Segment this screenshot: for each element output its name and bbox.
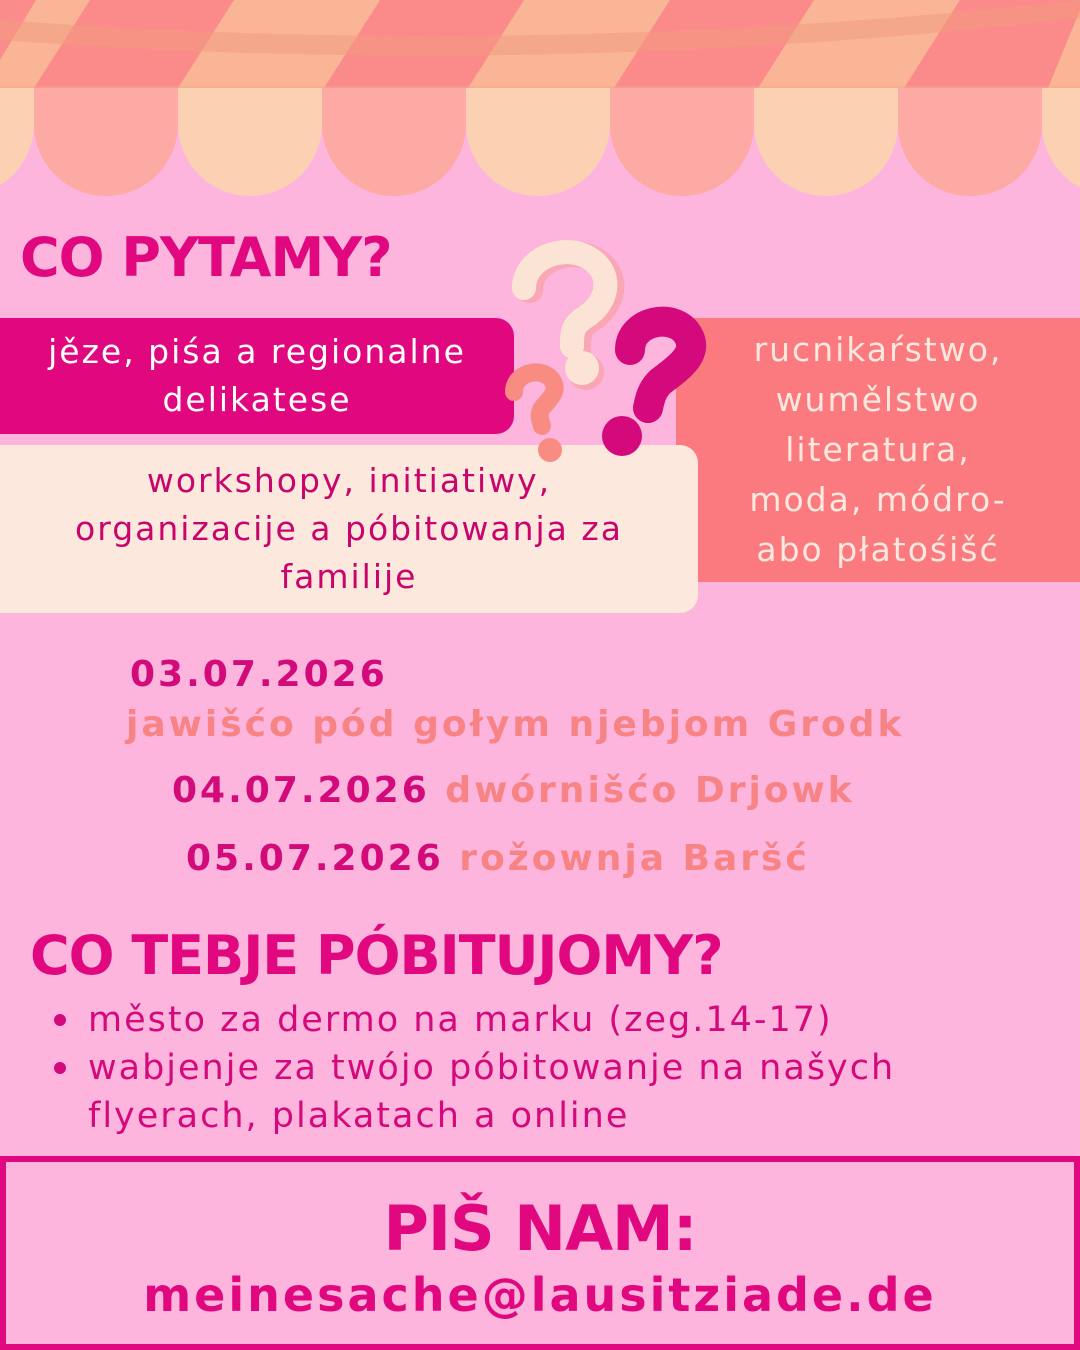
category-crafts bbox=[676, 318, 1080, 582]
category-crafts-line: wumělstwo bbox=[775, 380, 981, 419]
offer-text: wabjenje za twójo póbitowanje na našych flyerach, plakatach a online bbox=[88, 1048, 896, 1136]
list-item bbox=[50, 996, 1010, 1044]
offer-text: město za dermo na marku (zeg.14-17) bbox=[88, 1000, 833, 1040]
section-title-offer: CO TEBJE PÓBITUJOMY? bbox=[30, 924, 723, 987]
contact-email-link[interactable]: meinesache@lausitziade.de bbox=[143, 1268, 937, 1322]
event-date bbox=[186, 838, 810, 879]
question-marks-decoration bbox=[490, 240, 710, 470]
list-item bbox=[50, 1044, 1010, 1140]
category-workshops bbox=[0, 445, 698, 613]
category-crafts-line: rucnikaŕstwo, bbox=[753, 330, 1003, 369]
awning-decoration bbox=[0, 0, 1080, 200]
question-mark-icon bbox=[514, 372, 562, 462]
category-food-line: delikatese bbox=[162, 380, 352, 419]
question-mark-icon bbox=[602, 322, 691, 456]
event-place-value: dwórnišćo Drjowk bbox=[445, 770, 855, 811]
category-crafts-line: literatura, bbox=[785, 430, 971, 469]
offer-list bbox=[50, 996, 1010, 1140]
contact-title: PIŠ NAM: bbox=[383, 1192, 697, 1265]
event-date-value: 04.07.2026 bbox=[172, 770, 430, 811]
event-place-value: jawišćo pód gołym njebjom Grodk bbox=[126, 704, 905, 745]
category-workshops-line: organizacije a póbitowanja za bbox=[75, 509, 623, 548]
category-workshops-line: workshopy, initiatiwy, bbox=[146, 461, 552, 500]
bullet-icon bbox=[54, 1062, 66, 1074]
event-date bbox=[130, 654, 388, 695]
event-date-value: 05.07.2026 bbox=[186, 838, 444, 879]
event-place bbox=[126, 704, 904, 745]
event-date-value: 03.07.2026 bbox=[130, 654, 388, 695]
category-food bbox=[0, 318, 514, 434]
bullet-icon bbox=[54, 1014, 66, 1026]
category-crafts-line: abo płatośišć bbox=[756, 530, 1000, 569]
category-workshops-line: familije bbox=[280, 557, 418, 596]
category-crafts-line: moda, módro- bbox=[749, 480, 1007, 519]
section-title-ask: CO PYTAMY? bbox=[20, 226, 392, 289]
event-place-value: rožownja Baršć bbox=[459, 838, 810, 879]
event-date bbox=[172, 770, 855, 811]
category-food-line: jěze, piśa a regionalne bbox=[48, 332, 466, 371]
